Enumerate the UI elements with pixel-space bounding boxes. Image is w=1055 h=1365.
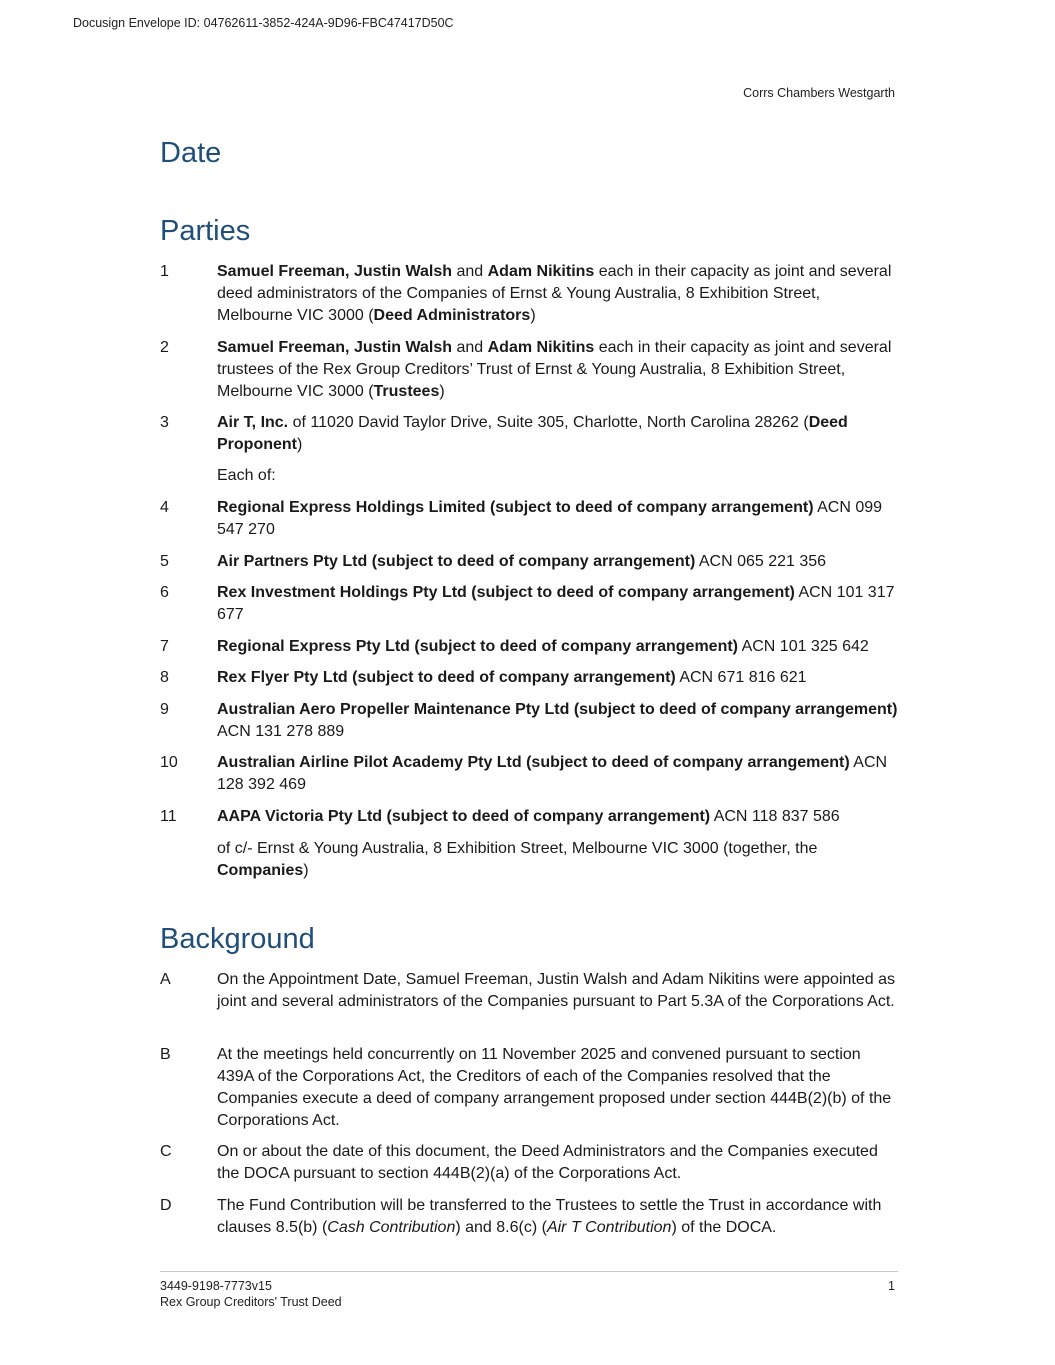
company-number: 6: [160, 584, 169, 601]
company-name: Australian Aero Propeller Maintenance Pty Ltd (subject to deed of company arrangement): [217, 701, 898, 718]
party-name: Adam Nikitins: [487, 263, 595, 280]
recital-text: The Fund Contribution will be transferred to the Trustees to settle the Trust in accordance with clauses 8.5(b) (: [217, 1197, 882, 1236]
recital-letter: A: [160, 971, 171, 988]
company-name: AAPA Victoria Pty Ltd (subject to deed of company arrangement): [217, 808, 711, 825]
party-text: each in their capacity as joint and several deed administrators of the Companies of Ernst & Young Australia, 8 Exhibition Street, Melbourne VIC 3000 (: [217, 263, 892, 324]
party-1: [160, 261, 898, 327]
defined-term: Deed Administrators: [373, 307, 531, 324]
company-number: 11: [160, 808, 177, 825]
company-9: [160, 699, 898, 743]
recital-b: [160, 1044, 898, 1132]
company-7: [160, 636, 898, 658]
each-of-row: [160, 465, 898, 487]
company-acn: ACN 101 317 677: [217, 584, 895, 623]
company-number: 9: [160, 701, 169, 718]
company-acn: ACN 131 278 889: [217, 723, 345, 740]
recital-letter: C: [160, 1143, 172, 1160]
recital-d: [160, 1195, 898, 1239]
company-10: [160, 752, 898, 796]
close-paren: ): [297, 436, 303, 453]
recital-letter: D: [160, 1197, 172, 1214]
footer-title: Rex Group Creditors' Trust Deed: [160, 1295, 342, 1309]
defined-term: Deed Proponent: [217, 414, 848, 453]
firm-header: Corrs Chambers Westgarth: [743, 86, 895, 100]
recital-text: ) of the DOCA.: [671, 1219, 777, 1236]
company-acn: ACN 101 325 642: [738, 638, 869, 655]
heading-date: Date: [160, 137, 222, 169]
party-number: 1: [160, 263, 169, 280]
company-number: 4: [160, 499, 169, 516]
each-of-text: Each of:: [217, 467, 276, 484]
and-text: and: [452, 263, 488, 280]
party-name: Adam Nikitins: [487, 339, 595, 356]
company-acn: ACN 128 392 469: [217, 754, 888, 793]
footer-doc-id: 3449-9198-7773v15: [160, 1279, 272, 1293]
defined-term-italic: Air T Contribution: [546, 1219, 672, 1236]
company-number: 10: [160, 754, 178, 771]
companies-address: of c/- Ernst & Young Australia, 8 Exhibition Street, Melbourne VIC 3000 (together, the: [217, 840, 818, 857]
company-number: 8: [160, 669, 169, 686]
party-names: Samuel Freeman, Justin Walsh: [217, 263, 453, 280]
company-acn: ACN 065 221 356: [695, 553, 827, 570]
recital-letter: B: [160, 1046, 171, 1063]
company-name: Australian Airline Pilot Academy Pty Ltd (subject to deed of company arrangement): [217, 754, 850, 771]
close-paren: ): [303, 862, 309, 879]
company-acn: ACN 118 837 586: [710, 808, 840, 825]
company-name: Rex Flyer Pty Ltd (subject to deed of company arrangement): [217, 669, 676, 686]
companies-address-row: [160, 838, 898, 882]
recital-text: At the meetings held concurrently on 11 November 2025 and convened pursuant to section 439A of the Corporations Act, the Creditors of each of the Companies resolved that the Companies execute a deed of company arrangement proposed under section 444B(2)(b) of the Corporations Act.: [217, 1046, 892, 1129]
defined-term: Companies: [217, 862, 304, 879]
and-text: and: [452, 339, 488, 356]
recital-c: [160, 1141, 898, 1185]
company-6: [160, 582, 898, 626]
party-3: [160, 412, 898, 456]
company-name: Regional Express Pty Ltd (subject to deed of company arrangement): [217, 638, 738, 655]
footer-divider: [160, 1271, 898, 1272]
company-name: Regional Express Holdings Limited (subject to deed of company arrangement): [217, 499, 814, 516]
recital-text: ) and 8.6(c) (: [455, 1219, 547, 1236]
company-number: 7: [160, 638, 169, 655]
company-5: [160, 551, 898, 573]
close-paren: ): [439, 383, 445, 400]
heading-background: Background: [160, 923, 315, 955]
party-names: Samuel Freeman, Justin Walsh: [217, 339, 453, 356]
company-4: [160, 497, 898, 541]
company-number: 5: [160, 553, 169, 570]
party-name: Air T, Inc.: [217, 414, 289, 431]
company-name: Rex Investment Holdings Pty Ltd (subject to deed of company arrangement): [217, 584, 795, 601]
company-8: [160, 667, 898, 689]
party-number: 3: [160, 414, 169, 431]
recital-text: On or about the date of this document, the Deed Administrators and the Companies executed the DOCA pursuant to section 444B(2)(a) of the Corporations Act.: [217, 1143, 878, 1182]
recital-text: On the Appointment Date, Samuel Freeman, Justin Walsh and Adam Nikitins were appointed as joint and several administrators of the Companies pursuant to Part 5.3A of the Corporations Act.: [217, 971, 895, 1010]
party-2: [160, 337, 898, 403]
company-11: [160, 806, 898, 828]
close-paren: ): [530, 307, 536, 324]
defined-term-italic: Cash Contribution: [327, 1219, 456, 1236]
company-acn: ACN 671 816 621: [675, 669, 807, 686]
party-text: of 11020 David Taylor Drive, Suite 305, Charlotte, North Carolina 28262 (: [288, 414, 809, 431]
defined-term: Trustees: [373, 383, 440, 400]
heading-parties: Parties: [160, 215, 251, 247]
page-number: 1: [888, 1279, 895, 1293]
company-name: Air Partners Pty Ltd (subject to deed of company arrangement): [217, 553, 696, 570]
company-acn: ACN 099 547 270: [217, 499, 883, 538]
docusign-envelope-id: Docusign Envelope ID: 04762611-3852-424A-9D96-FBC47417D50C: [73, 16, 454, 30]
party-text: each in their capacity as joint and several trustees of the Rex Group Creditors’ Trust of Ernst & Young Australia, 8 Exhibition Street, Melbourne VIC 3000 (: [217, 339, 892, 400]
recital-a: [160, 969, 898, 1013]
party-number: 2: [160, 339, 169, 356]
